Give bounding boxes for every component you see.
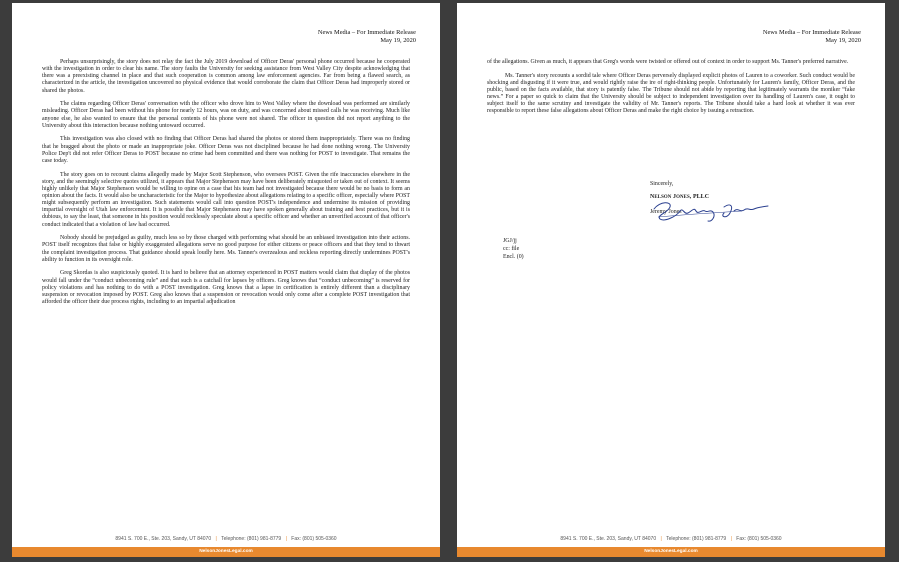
paragraph: The story goes on to recount claims allegedly made by Major Scott Stephenson, who oversees POST. Given the rife inaccuracies elsewhere in the story, and the seemingly selective quotes utilized, it appears that Major Stephenson may have been deliberately misquoted or taken out of context. It seems highly unlikely that Major Stephenson would be willing to opine on a case that his team had not investigated because there would be no basis to form an opinion about the facts. It would also be uncharacteristic for the Major to hypothesize about allegations relating to a specific officer, especially where POST might subsequently perform an investigation. Such statements would call into question POST's independence and undermine its mission of providing impartial oversight of Utah law enforcement. It is possible that Major Stephenson may have spoken generally about training and best practices, but it is dubious, to say the least, that someone in his position would recklessly speculate about a specific officer and whether an unverified account of that officer's conduct indicated that a violation of law had occurred. <box>42 171 410 228</box>
footer-telephone: Telephone: (801) 981-8779 <box>221 536 282 542</box>
firm-suffix: , PLLC <box>689 194 710 201</box>
footer-website-band <box>457 547 885 557</box>
footer-separator: | <box>730 536 732 542</box>
paragraph: The claims regarding Officer Deras' conversation with the officer who drove him to West Valley where the download was performed are similarly misleading. Officer Deras had been without his phone for nearly 12 hours, was on duty, and was concerned about missed calls he was receiving. Much like anyone else, he also wanted to ensure that the personal contents of his phone were not shared. The officer in question did not report anything to the University about this interaction because nothing untoward occurred. <box>42 101 410 129</box>
paragraph: This investigation was also closed with no finding that Officer Deras had shared the photos or stored them inappropriately. There was no finding that he bragged about the photo or made an inappropriate joke. Officer Deras was not disciplined because he had done nothing wrong. The University Police Dep't did not refer Officer Deras to POST because no crime had been committed and there was nothing for POST to investigate. That remains the case today. <box>42 136 410 164</box>
footer-address <box>12 536 440 542</box>
carbon-copy: cc: file <box>503 246 520 252</box>
footer-separator: | <box>215 536 217 542</box>
firm-smallcaps: ONES <box>676 195 690 201</box>
paragraph: Nobody should be prejudged as guilty, much less so by those charged with performing what should be an unbiased investigation into their actions. POST itself recognizes that false or highly exaggerated allegations serve no good purpose for either citizens or peace officers and that they tend to thwart the complaint investigation process. That guidance should speak loudly here. Ms. Tanner's overzealous and reckless reporting directly undermines POST's ability to function in its oversight role. <box>42 235 410 263</box>
letter-page-right <box>457 3 885 557</box>
paragraph: Greg Skordas is also suspiciously quoted. It is hard to believe that an attorney experienced in POST matters would claim that display of the photos would fall under the “conduct unbecoming rule” and that such is a catchall for lapses by officers. Greg knows that “conduct unbecoming” is reserved for policy violations and has nothing to do with a POST investigation. Greg knows that a lapse in certification is entirely different than a disciplinary suspension or revocation imposed by POST. Greg also knows that a suspension or revocation would only come after a complete POST investigation that afforded the officer their due process rights, including to an impartial adjudication <box>42 270 410 306</box>
letter-page-left <box>12 3 440 557</box>
footer-website[interactable]: NelsonJonesLegal.com <box>199 549 253 554</box>
letter-body-left <box>42 59 410 313</box>
signer-name: Jeremy Jones <box>650 209 682 216</box>
handwritten-signature <box>650 195 790 225</box>
footer-address <box>457 536 885 542</box>
release-label: News Media – For Immediate Release <box>317 29 416 36</box>
reference-initials: JGJ/jj <box>503 238 517 244</box>
signature-block <box>650 181 810 217</box>
release-label: News Media – For Immediate Release <box>762 29 861 36</box>
footer-website-band <box>12 547 440 557</box>
release-date: May 19, 2020 <box>380 37 416 44</box>
closing: Sincerely, <box>650 181 674 187</box>
footer-fax: Fax: (801) 505-0360 <box>291 536 337 542</box>
footer-separator: | <box>660 536 662 542</box>
firm-initial: N <box>650 194 655 201</box>
firm-initial: J <box>673 194 677 201</box>
paragraph: Perhaps unsurprisingly, the story does not relay the fact the July 2019 download of Officer Deras' personal phone occurred because he cooperated with the investigation in order to clear his name. The story faults the University for seeking assistance from West Valley City despite acknowledging that there was a preexisting channel in place and that such cooperation is common among law enforcement agencies. Far from being a flawed search, as characterized in the article, the investigation uncovered no physical evidence that would corroborate the claim that Officer Deras had improperly stored or shared the photos. <box>42 59 410 94</box>
paragraph: Ms. Tanner's story recounts a sordid tale where Officer Deras perversely displayed explicit photos of Lauren to a coworker. Such conduct would be shocking and disgusting if it were true, and would rightly raise the ire of right-thinking people. Unfortunately for Lauren's family, Officer Deras, and the public, based on the facts available, that story is patently false. The Tribune should not abide by reporting that legitimately warrants the moniker “fake news.” For a paper so quick to claim that the University should be subject to independent investigation over its handling of Lauren's case, it ought to subject itself to the same scrutiny and investigate the validity of Mr. Tanner's reports. The Tribune should take a hard look at whether it was ever responsible to report these false allegations about Officer Deras and make the right choice by issuing a retraction. <box>487 72 855 115</box>
footer-street: 8941 S. 700 E., Ste. 203, Sandy, UT 84070 <box>560 536 657 542</box>
footer-separator: | <box>285 536 287 542</box>
firm-smallcaps: ELSON <box>654 195 672 201</box>
letter-body-right <box>487 59 855 122</box>
footer-street: 8941 S. 700 E., Ste. 203, Sandy, UT 84070 <box>115 536 212 542</box>
paragraph: of the allegations. Given as much, it appears that Greg's words were twisted or offered out of context in order to support Ms. Tanner's preferred narrative. <box>487 59 849 65</box>
footer-website[interactable]: NelsonJonesLegal.com <box>644 549 698 554</box>
enclosures: Encl. (0) <box>503 254 524 260</box>
footer-telephone: Telephone: (801) 981-8779 <box>666 536 727 542</box>
page-header <box>318 29 416 45</box>
footer-fax: Fax: (801) 505-0360 <box>736 536 782 542</box>
reference-initials-block <box>503 237 524 261</box>
release-date: May 19, 2020 <box>825 37 861 44</box>
page-header <box>763 29 861 45</box>
